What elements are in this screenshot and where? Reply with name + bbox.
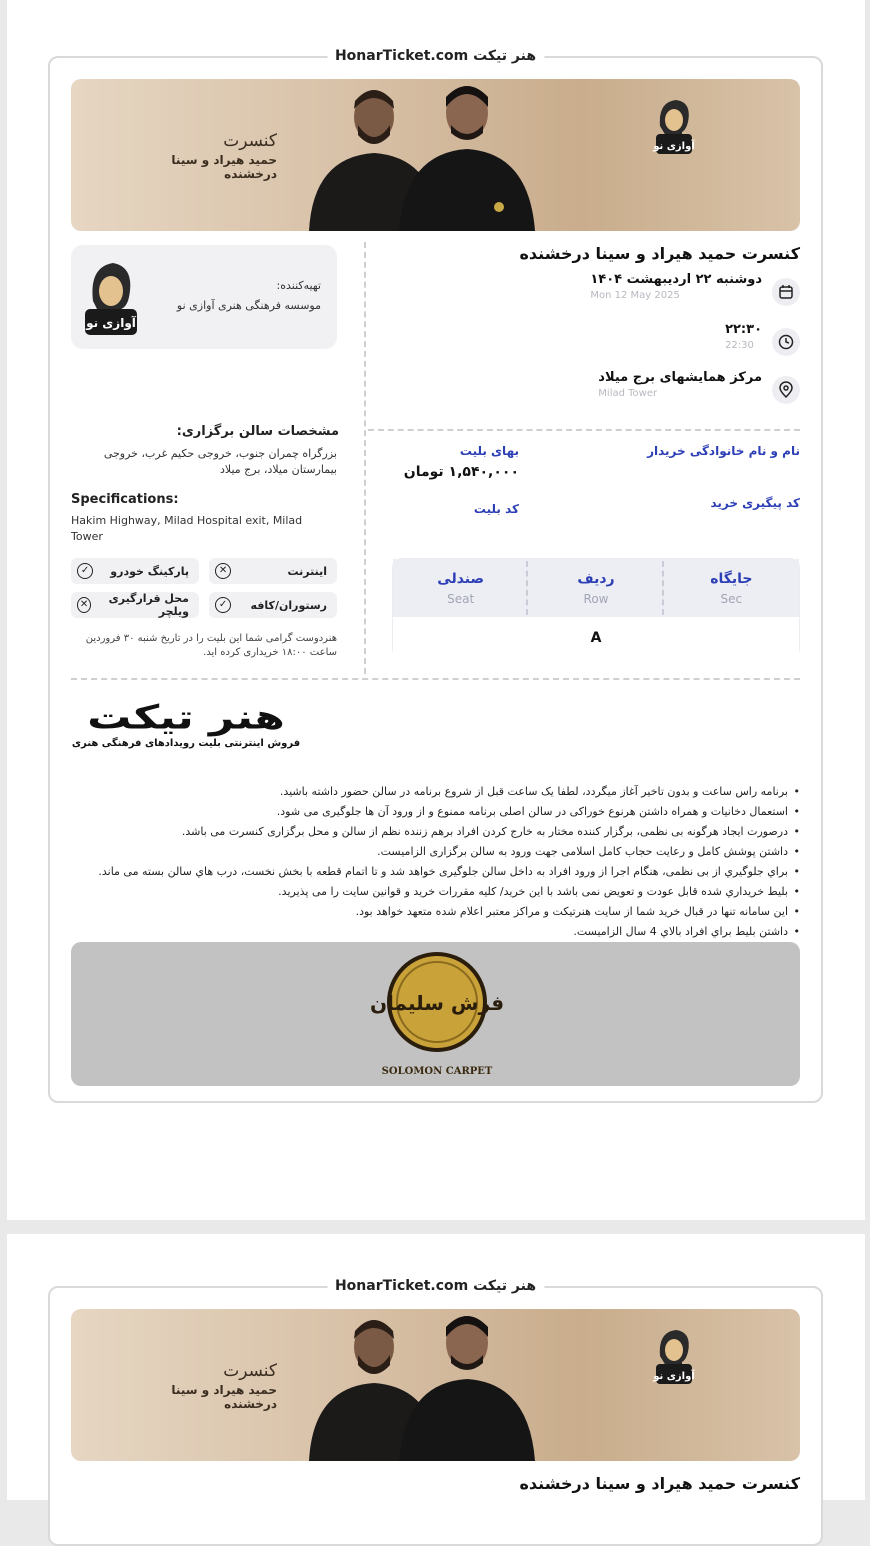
buyer-name-label: نام و نام خانوادگی خریدار: [647, 444, 800, 458]
event-date-fa: دوشنبه ۲۲ اردیبهشت ۱۴۰۴: [590, 272, 762, 287]
amenity-parking: [71, 558, 199, 584]
avazi-no-logo: [652, 96, 696, 156]
banner-text: [127, 131, 277, 181]
amenity-internet: [209, 558, 337, 584]
specifications-title: Specifications:: [71, 492, 179, 507]
ticket-frame: [48, 48, 823, 1103]
rule-item: • براي جلوگيري از بی نظمی، هنگام اجرا از ورود افراد به داخل سالن جلوگیری خواهد شد و تا اتمام قطعه با بخش نخست، درب هاي سالن بسته می ماند.: [71, 862, 800, 882]
seat-col-row-fa: ردیف: [577, 570, 615, 587]
organizer-text: [177, 279, 321, 312]
amenity-wheelchair: [71, 592, 199, 618]
row-value: A: [590, 630, 602, 646]
honar-ticket-logo: [71, 696, 301, 749]
seat-table-values: [393, 617, 799, 659]
purchase-notice: هنردوست گرامی شما این بلیت را در تاریخ شنبه ۳۰ فروردین ساعت ۱۸:۰۰ خریداری کرده اید.: [85, 633, 337, 658]
clock-icon: [772, 328, 800, 356]
seat-col-seat-en: Seat: [447, 591, 475, 606]
seat-col-section: [664, 559, 799, 617]
horizontal-divider: [368, 429, 800, 431]
site-header: هنر تیکت HonarTicket.com: [327, 1278, 544, 1294]
event-time-row: [725, 322, 800, 356]
event-time-en: 22:30: [725, 340, 754, 351]
event-venue-fa: مرکز همایشهای برج میلاد: [598, 370, 762, 385]
organizer-logo: [81, 257, 141, 337]
event-venue-row: [598, 370, 800, 404]
event-date-row: [590, 272, 800, 306]
organizer-label: تهیه‌کننده:: [276, 279, 321, 292]
organizer-logo-text: آوازی نو: [86, 316, 136, 330]
amenity-parking-label: پارکینگ خودرو: [110, 564, 189, 578]
venue-title: مشخصات سالن برگزاری:: [176, 424, 339, 439]
rule-item: • بلیط خریداري شده قابل عودت و تعویض نمی باشد با این خرید/ کلیه مقررات خرید و قوانین سایت را می پذیرید.: [71, 882, 800, 902]
organizer-name: موسسه فرهنگی هنری آوازی نو: [176, 299, 321, 312]
seat-value: [393, 617, 528, 659]
ticket-page-1: [7, 0, 865, 1220]
site-header: هنر تیکت HonarTicket.com: [327, 48, 544, 64]
rules-list: [71, 782, 800, 942]
check-circle-icon: ✓: [77, 563, 93, 579]
seat-col-section-fa: جایگاه: [710, 570, 753, 587]
avazi-no-logo-text: آوازی نو: [653, 141, 695, 152]
rule-item: • استعمال دخانیات و همراه داشتن هرنوع خوراکی در سالن اصلی برنامه ممنوع و از ورود آن ها جلوگیری می شود.: [71, 802, 800, 822]
avazi-no-logo: [652, 1326, 696, 1386]
price-value: ۱,۵۴۰,۰۰۰ تومان: [403, 464, 519, 480]
x-circle-icon: ✕: [215, 563, 231, 579]
seat-table: [392, 558, 800, 658]
calendar-icon: [772, 278, 800, 306]
artists-photo: [289, 79, 539, 231]
rule-item: • این سامانه تنها در قبال خرید شما از سایت هنرتیکت و مراکز معتبر اعلام شده متعهد خواهد بود.: [71, 902, 800, 922]
seat-col-row-en: Row: [583, 591, 609, 606]
sponsor-banner: [71, 942, 800, 1086]
event-banner: [71, 1309, 800, 1461]
event-date-en: Mon 12 May 2025: [590, 290, 680, 301]
ticket-frame: [48, 1278, 823, 1546]
x-circle-icon: ✕: [77, 597, 91, 613]
section-divider: [71, 678, 800, 680]
banner-text: [127, 1361, 277, 1411]
amenity-wheelchair-label: محل قرارگیری ویلچر: [108, 592, 189, 618]
section-value: [664, 617, 799, 659]
event-banner: [71, 79, 800, 231]
specifications-text: Hakim Highway, Milad Hospital exit, Milad Tower: [71, 514, 303, 543]
rule-item: • برنامه راس ساعت و بدون تاخیر آغاز میگردد، لطفا یک ساعت قبل از شروع برنامه در سالن حضور داشته باشید.: [71, 782, 800, 802]
banner-line1: کنسرت: [223, 1361, 277, 1381]
check-circle-icon: ✓: [215, 597, 231, 613]
vertical-divider: [364, 242, 366, 674]
seat-table-header: [393, 559, 799, 617]
event-title: کنسرت حمید هیراد و سینا درخشنده: [519, 1474, 800, 1493]
event-title: کنسرت حمید هیراد و سینا درخشنده: [519, 244, 800, 263]
tracking-code-label: کد پیگیری خرید: [710, 496, 800, 510]
rule-item: • درصورت ایجاد هرگونه بی نظمی، برگزار کننده مختار به خارج کردن افراد برهم زننده نظم از سالن و محل برگزاری کنسرت می باشد.: [71, 822, 800, 842]
rule-item: • داشتن بلیط براي افراد بالاي 4 سال الزامیست.: [71, 922, 800, 942]
avazi-no-logo-text: آوازی نو: [653, 1371, 695, 1382]
sponsor-name-en: SOLOMON CARPET: [381, 1066, 493, 1077]
rule-item: • داشتن پوشش کامل و رعایت حجاب کامل اسلامی جهت ورود به سالن برگزاری الزامیست.: [71, 842, 800, 862]
seat-col-row: [528, 559, 663, 617]
seat-col-section-en: Sec: [720, 591, 743, 606]
event-venue-en: Milad Tower: [598, 388, 658, 399]
venue-address: بزرگراه چمران جنوب، خروجی حکیم غرب، خروجی بیمارستان میلاد، برج میلاد: [103, 447, 337, 476]
ticket-page-2: [7, 1234, 865, 1500]
organizer-card: [71, 245, 337, 349]
honar-ticket-logo-subtitle: فروش اینترنتی بلیت رویدادهای فرهنگی هنری: [71, 738, 301, 749]
sponsor-name-fa: فرش سلیمان: [369, 991, 505, 1015]
amenity-restaurant: [209, 592, 337, 618]
seat-col-seat: [393, 559, 528, 617]
amenity-internet-label: اینترنت: [287, 564, 327, 578]
amenity-restaurant-label: رستوران/کافه: [250, 598, 327, 612]
banner-line2: حمید هیراد و سینا درخشنده: [171, 1383, 277, 1411]
solomon-carpet-logo: [369, 946, 505, 1080]
location-pin-icon: [772, 376, 800, 404]
ticket-code-label: کد بلیت: [473, 502, 519, 516]
banner-line1: کنسرت: [223, 131, 277, 151]
banner-line2: حمید هیراد و سینا درخشنده: [171, 153, 277, 181]
seat-col-seat-fa: صندلی: [437, 570, 485, 587]
honar-ticket-logo-text: هنر تیکت: [87, 698, 285, 737]
event-time-fa: ۲۲:۳۰: [725, 322, 762, 337]
artists-photo: [289, 1309, 539, 1461]
price-label: بهای بلیت: [459, 444, 519, 458]
